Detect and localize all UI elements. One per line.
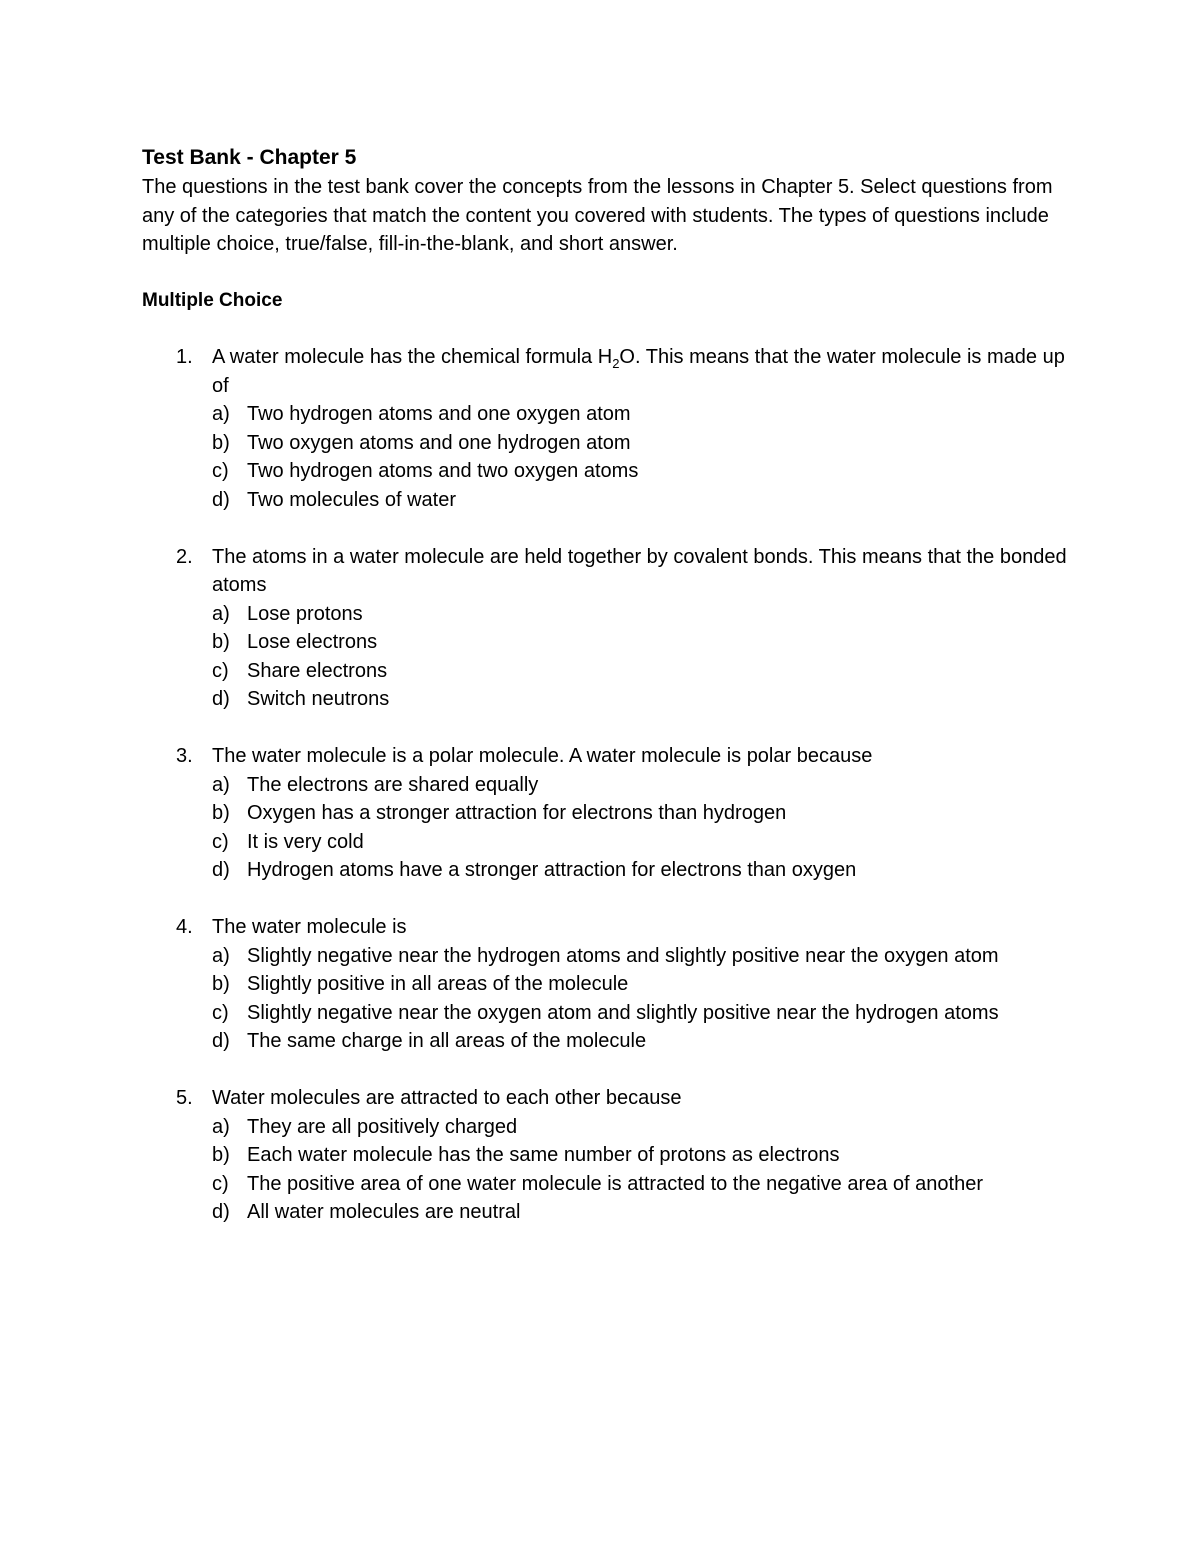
answer-option (212, 600, 1072, 629)
option-text: Two molecules of water (247, 488, 456, 511)
option-letter: d) (212, 859, 230, 881)
option-letter: c) (212, 460, 229, 482)
answer-option (212, 486, 1072, 515)
option-text: Slightly negative near the oxygen atom and slightly positive near the hydrogen atoms (247, 1001, 999, 1024)
answer-option (212, 856, 1072, 885)
option-letter: b) (212, 1144, 230, 1166)
option-letter: a) (212, 944, 230, 967)
question-5 (142, 1084, 1072, 1227)
answer-options (212, 771, 1072, 885)
option-letter: c) (212, 830, 229, 853)
answer-option (212, 685, 1072, 714)
option-text: They are all positively charged (247, 1115, 518, 1138)
question-number: 1. (176, 346, 193, 368)
option-text: Lose electrons (247, 631, 378, 653)
option-letter: a) (212, 602, 230, 625)
question-4 (142, 913, 1072, 1056)
option-text: Two hydrogen atoms and two oxygen atoms (247, 460, 639, 482)
answer-option (212, 828, 1072, 857)
option-text: Two oxygen atoms and one hydrogen atom (247, 431, 631, 454)
option-letter: c) (212, 1172, 229, 1195)
question-text: Water molecules are attracted to each other because (212, 1087, 682, 1109)
option-letter: b) (212, 431, 230, 454)
answer-option (212, 771, 1072, 800)
question-text: The water molecule is (212, 916, 407, 938)
option-letter: b) (212, 973, 230, 995)
question-text (212, 343, 1072, 400)
option-letter: c) (212, 1001, 229, 1024)
answer-option (212, 1198, 1072, 1227)
answer-options (212, 400, 1072, 514)
answer-option (212, 457, 1072, 486)
option-text: The electrons are shared equally (247, 773, 539, 796)
option-text: Lose protons (247, 602, 363, 625)
answer-option (212, 1141, 1072, 1170)
option-letter: d) (212, 488, 230, 511)
answer-option (212, 429, 1072, 458)
answer-options (212, 1113, 1072, 1227)
section-heading: Multiple Choice (142, 289, 283, 311)
option-text: Slightly positive in all areas of the molecule (247, 973, 629, 995)
option-text: Hydrogen atoms have a stronger attraction for electrons than oxygen (247, 859, 857, 881)
answer-option (212, 1170, 1072, 1199)
option-text: Each water molecule has the same number of protons as electrons (247, 1144, 840, 1166)
question-text-part: O. This means that the water molecule is made up of (212, 346, 1065, 397)
answer-option (212, 657, 1072, 686)
option-text: Two hydrogen atoms and one oxygen atom (247, 403, 631, 425)
option-text: It is very cold (247, 830, 364, 853)
question-1 (142, 343, 1072, 514)
question-subscript: 2 (612, 356, 620, 371)
answer-options (212, 600, 1072, 714)
option-text: Slightly negative near the hydrogen atoms and slightly positive near the oxygen atom (247, 944, 999, 967)
answer-option (212, 1113, 1072, 1142)
option-letter: a) (212, 403, 230, 425)
option-letter: d) (212, 688, 230, 710)
option-letter: a) (212, 1115, 230, 1138)
option-text: The positive area of one water molecule is attracted to the negative area of another (247, 1172, 983, 1195)
option-text: All water molecules are neutral (247, 1201, 521, 1223)
question-2 (142, 543, 1072, 714)
option-letter: a) (212, 773, 230, 796)
intro-paragraph: The questions in the test bank cover the concepts from the lessons in Chapter 5. Select questions from any of the categories that match the content you covered with students. The types of questions include multiple choice, true/false, fill-in-the-blank, and short answer. (142, 176, 1053, 255)
question-number: 4. (176, 916, 193, 938)
option-text: Switch neutrons (247, 688, 390, 710)
document-page (142, 143, 1072, 1255)
question-list (142, 343, 1072, 1227)
option-letter: b) (212, 631, 230, 653)
question-number: 3. (176, 745, 193, 767)
question-text: The atoms in a water molecule are held together by covalent bonds. This means that the bonded atoms (212, 545, 1067, 596)
answer-option (212, 942, 1072, 971)
answer-option (212, 999, 1072, 1028)
answer-option (212, 400, 1072, 429)
option-letter: d) (212, 1201, 230, 1223)
option-text: The same charge in all areas of the molecule (247, 1030, 647, 1052)
question-number: 5. (176, 1087, 193, 1109)
answer-option (212, 628, 1072, 657)
question-3 (142, 742, 1072, 885)
question-number: 2. (176, 545, 193, 568)
answer-option (212, 970, 1072, 999)
option-letter: c) (212, 659, 229, 682)
answer-option (212, 799, 1072, 828)
option-letter: b) (212, 802, 230, 824)
answer-option (212, 1027, 1072, 1056)
answer-options (212, 942, 1072, 1056)
question-text-part: A water molecule has the chemical formula H (212, 346, 613, 368)
option-text: Oxygen has a stronger attraction for electrons than hydrogen (247, 802, 787, 824)
option-letter: d) (212, 1030, 230, 1052)
page-title: Test Bank - Chapter 5 (142, 146, 357, 169)
option-text: Share electrons (247, 659, 388, 682)
question-text: The water molecule is a polar molecule. A water molecule is polar because (212, 745, 873, 767)
